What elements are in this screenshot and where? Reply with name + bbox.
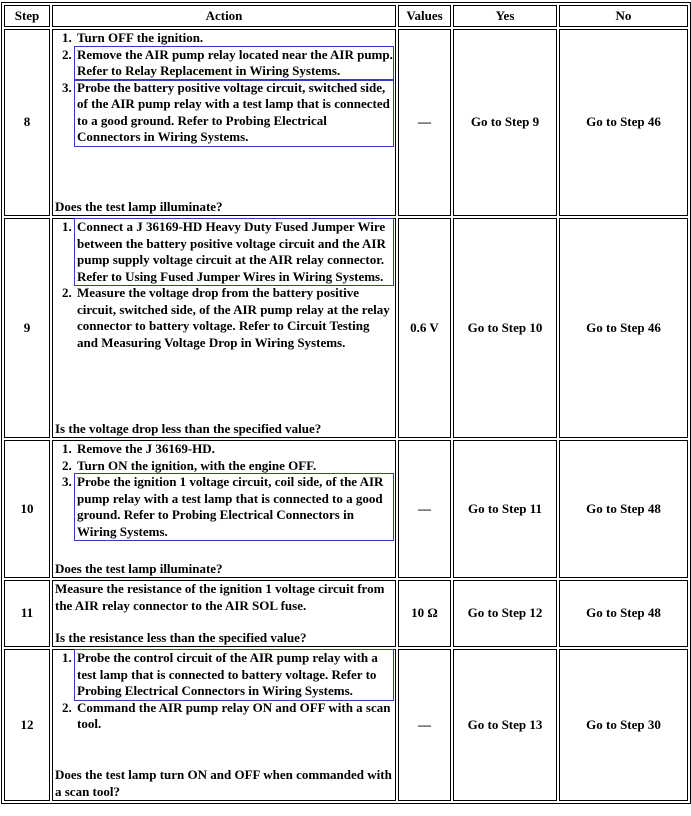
- action-question: Does the test lamp illuminate?: [55, 198, 223, 214]
- action-question: Is the resistance less than the specified value?: [55, 629, 307, 645]
- diagnostic-table: [1, 2, 691, 804]
- no-result: Go to Step 46: [559, 218, 688, 438]
- no-result: Go to Step 46: [559, 29, 688, 216]
- action-steps: [55, 441, 393, 540]
- yes-result: Go to Step 13: [453, 649, 557, 801]
- no-result: Go to Step 48: [559, 440, 688, 578]
- step-number: 12: [4, 649, 50, 801]
- yes-result: Go to Step 10: [453, 218, 557, 438]
- action-step: 2. Turn ON the ignition, with the engine OFF.: [75, 458, 393, 475]
- value-cell: —: [398, 649, 451, 801]
- action-steps: [55, 650, 393, 733]
- action-cell: [52, 580, 396, 647]
- step-number: 9: [4, 218, 50, 438]
- table-row-step-10: [4, 440, 688, 578]
- action-step: 2. Remove the AIR pump relay located near the AIR pump. Refer to Relay Replacement in Wiring Systems.: [75, 47, 393, 80]
- table-row-step-12: [4, 649, 688, 801]
- action-step: 2. Command the AIR pump relay ON and OFF with a scan tool.: [75, 700, 393, 733]
- action-cell: [52, 218, 396, 438]
- yes-result: Go to Step 9: [453, 29, 557, 216]
- action-step: 1. Connect a J 36169-HD Heavy Duty Fused Jumper Wire between the battery positive voltage circuit and the AIR pump supply voltage circuit at the AIR relay connector. Refer to Using Fused Jumper Wires in Wiring Systems.: [75, 219, 393, 285]
- action-step: 2. Measure the voltage drop from the battery positive circuit, switched side, of the AIR pump relay at the relay connector to battery voltage. Refer to Circuit Testing and Measuring Voltage Drop in Wiring Systems.: [75, 285, 393, 351]
- header-row: [4, 5, 688, 27]
- action-step: 1. Probe the control circuit of the AIR pump relay with a test lamp that is connected to battery voltage. Refer to Probing Electrical Connectors in Wiring Systems.: [75, 650, 393, 700]
- value-cell: 10 Ω: [398, 580, 451, 647]
- yes-result: Go to Step 12: [453, 580, 557, 647]
- action-steps: [55, 219, 393, 351]
- header-action: Action: [52, 5, 396, 27]
- header-no: No: [559, 5, 688, 27]
- action-steps: [55, 30, 393, 146]
- action-text: Measure the resistance of the ignition 1 voltage circuit from the AIR relay connector to the AIR SOL fuse.: [55, 581, 385, 613]
- value-cell: —: [398, 29, 451, 216]
- yes-result: Go to Step 11: [453, 440, 557, 578]
- action-question: Does the test lamp turn ON and OFF when commanded with a scan tool?: [55, 767, 392, 799]
- action-cell: [52, 440, 396, 578]
- step-number: 8: [4, 29, 50, 216]
- action-question: Is the voltage drop less than the specified value?: [55, 420, 322, 436]
- no-result: Go to Step 48: [559, 580, 688, 647]
- action-cell: [52, 29, 396, 216]
- action-step: 3. Probe the ignition 1 voltage circuit, coil side, of the AIR pump relay with a test lamp that is connected to a good ground. Refer to Probing Electrical Connectors in Wiring Systems.: [75, 474, 393, 540]
- value-cell: 0.6 V: [398, 218, 451, 438]
- header-yes: Yes: [453, 5, 557, 27]
- action-step: 3. Probe the battery positive voltage circuit, switched side, of the AIR pump relay with a test lamp that is connected to a good ground. Refer to Probing Electrical Connectors in Wiring Systems.: [75, 80, 393, 146]
- value-cell: —: [398, 440, 451, 578]
- action-cell: [52, 649, 396, 801]
- step-number: 10: [4, 440, 50, 578]
- table-row-step-9: [4, 218, 688, 438]
- action-step: 1. Remove the J 36169-HD.: [75, 441, 393, 458]
- no-result: Go to Step 30: [559, 649, 688, 801]
- header-step: Step: [4, 5, 50, 27]
- step-number: 11: [4, 580, 50, 647]
- table-row-step-8: [4, 29, 688, 216]
- header-values: Values: [398, 5, 451, 27]
- action-step: 1. Turn OFF the ignition.: [75, 30, 393, 47]
- table-row-step-11: [4, 580, 688, 647]
- action-question: Does the test lamp illuminate?: [55, 560, 223, 576]
